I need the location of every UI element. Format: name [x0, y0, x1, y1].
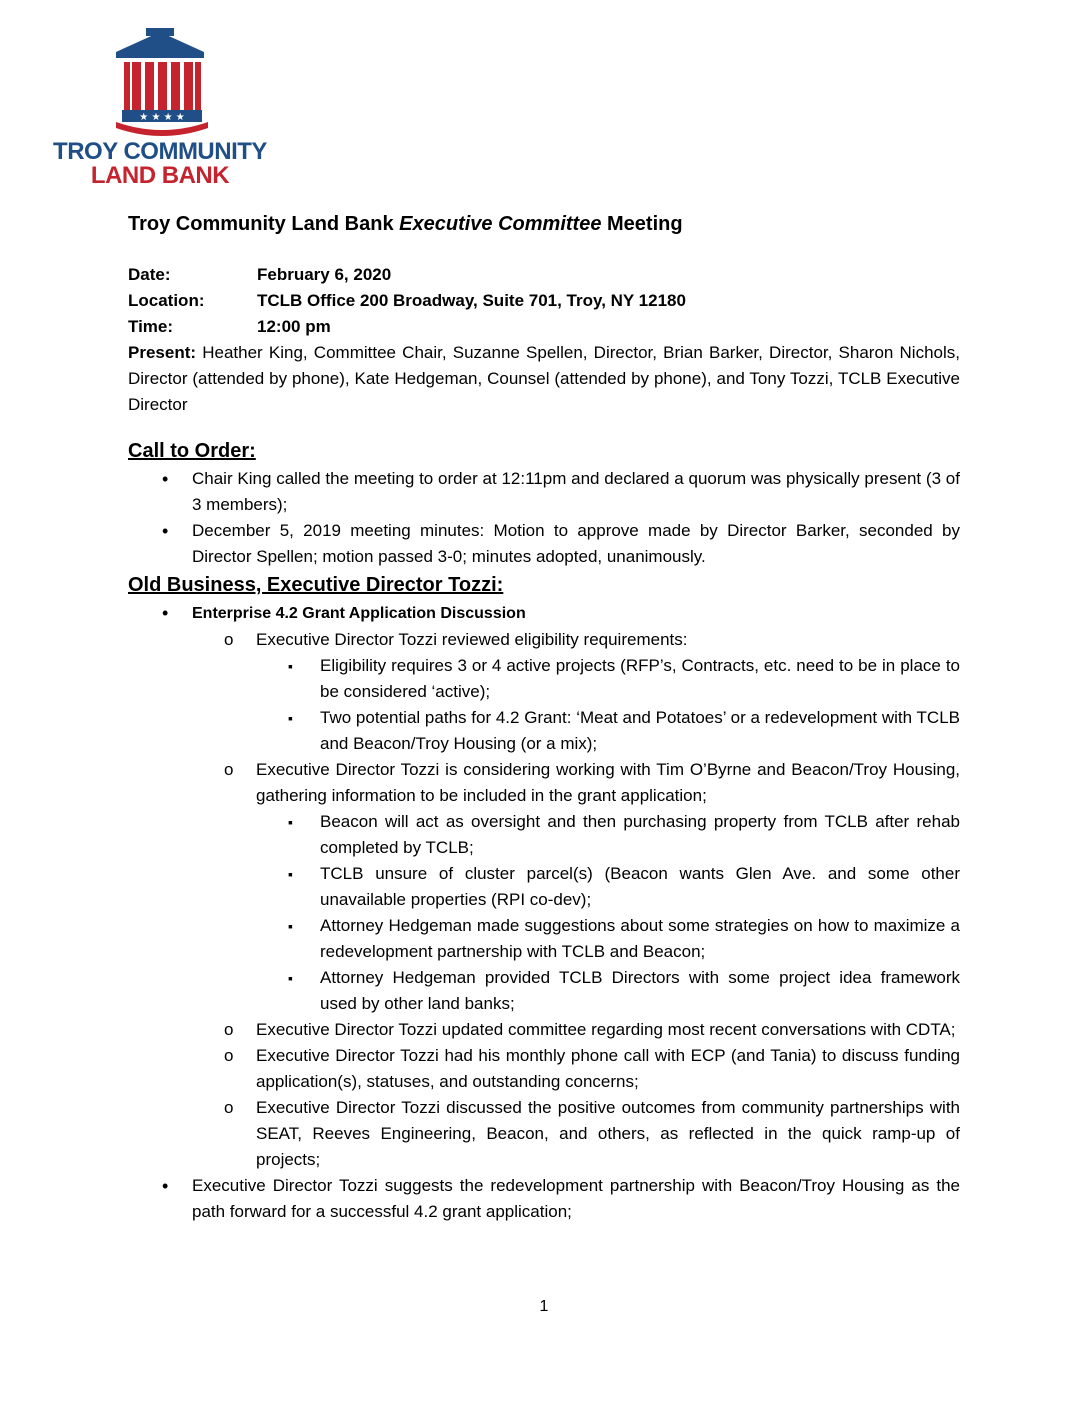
sublist-item-text: Executive Director Tozzi reviewed eligibility requirements: — [256, 630, 688, 649]
sublist-item: o Executive Director Tozzi had his monthly phone call with ECP (and Tania) to discuss funding application(s), statuses, and outstanding concerns; — [128, 1043, 960, 1095]
list-item: • Chair King called the meeting to order at 12:11pm and declared a quorum was physically present (3 of 3 members); — [128, 466, 960, 518]
list-item: • Executive Director Tozzi suggests the redevelopment partnership with Beacon/Troy Housing as the path forward for a successful 4.2 grant application; — [128, 1173, 960, 1225]
logo-wordmark-line1: TROY COMMUNITY — [53, 138, 267, 165]
call-to-order-list — [128, 466, 960, 570]
old-business-list — [128, 600, 960, 1225]
time-label: Time: — [128, 317, 174, 336]
location-label: Location: — [128, 291, 205, 310]
sublist-item: o Executive Director Tozzi discussed the positive outcomes from community partnerships with SEAT, Reeves Engineering, Beacon, and others, as reflected in the quick ramp-up of projects; — [128, 1095, 960, 1173]
logo-wordmark-line2: LAND BANK — [90, 162, 230, 189]
minutes-document — [128, 210, 960, 1225]
sublist-item — [128, 757, 960, 1017]
date-label: Date: — [128, 265, 171, 284]
topic-sublist — [192, 627, 960, 1173]
sublist-item-text: Executive Director Tozzi is considering working with Tim O’Byrne and Beacon/Troy Housing, gathering information to be included in the grant application; — [256, 760, 960, 805]
document-title — [128, 210, 960, 238]
nested-item: ▪ Two potential paths for 4.2 Grant: ‘Meat and Potatoes’ or a redevelopment with TCLB and Beacon/Troy Housing (or a mix); — [128, 705, 960, 757]
page-number: 1 — [539, 1298, 549, 1315]
topic-title: Enterprise 4.2 Grant Application Discussion — [192, 605, 526, 622]
eligibility-list — [256, 653, 960, 757]
beacon-list — [256, 809, 960, 1017]
time-value: 12:00 pm — [257, 317, 331, 336]
nested-item: ▪ Beacon will act as oversight and then purchasing property from TCLB after rehab completed by TCLB; — [128, 809, 960, 861]
meta-present — [128, 340, 960, 418]
organization-logo — [50, 28, 270, 188]
nested-item: ▪ Attorney Hedgeman provided TCLB Directors with some project idea framework used by other land banks; — [128, 965, 960, 1017]
title-suffix: Meeting — [601, 213, 683, 235]
list-item: • December 5, 2019 meeting minutes: Motion to approve made by Director Barker, seconded by Director Spellen; motion passed 3-0; minutes adopted, unanimously. — [128, 518, 960, 570]
meta-time — [128, 314, 960, 340]
svg-text:★ ★ ★ ★: ★ ★ ★ ★ — [139, 112, 185, 123]
capitol-building-logo-icon — [50, 28, 270, 138]
nested-item: ▪ Attorney Hedgeman made suggestions about some strategies on how to maximize a redevelopment partnership with TCLB and Beacon; — [128, 913, 960, 965]
nested-item: ▪ Eligibility requires 3 or 4 active projects (RFP’s, Contracts, etc. need to be in place to be considered ‘active); — [128, 653, 960, 705]
sublist-item — [128, 627, 960, 757]
list-item-topic — [128, 600, 960, 1173]
title-italic: Executive Committee — [399, 213, 602, 235]
sublist-item: o Executive Director Tozzi updated committee regarding most recent conversations with CDTA; — [128, 1017, 960, 1043]
location-value: TCLB Office 200 Broadway, Suite 701, Troy, NY 12180 — [257, 291, 686, 310]
meta-location — [128, 288, 960, 314]
present-value: Heather King, Committee Chair, Suzanne Spellen, Director, Brian Barker, Director, Sharon Nichols, Director (attended by phone), Kate Hedgeman, Counsel (attended by phone), and Tony Tozzi, TCLB Executive Director — [128, 343, 960, 414]
meta-date — [128, 262, 960, 288]
section-heading-call-to-order: Call to Order: — [128, 440, 256, 462]
title-prefix: Troy Community Land Bank — [128, 213, 400, 235]
date-value: February 6, 2020 — [257, 265, 392, 284]
section-heading-old-business: Old Business, Executive Director Tozzi: — [128, 574, 504, 596]
present-label: Present: — [128, 343, 197, 362]
nested-item: ▪ TCLB unsure of cluster parcel(s) (Beacon wants Glen Ave. and some other unavailable properties (RPI co-dev); — [128, 861, 960, 913]
